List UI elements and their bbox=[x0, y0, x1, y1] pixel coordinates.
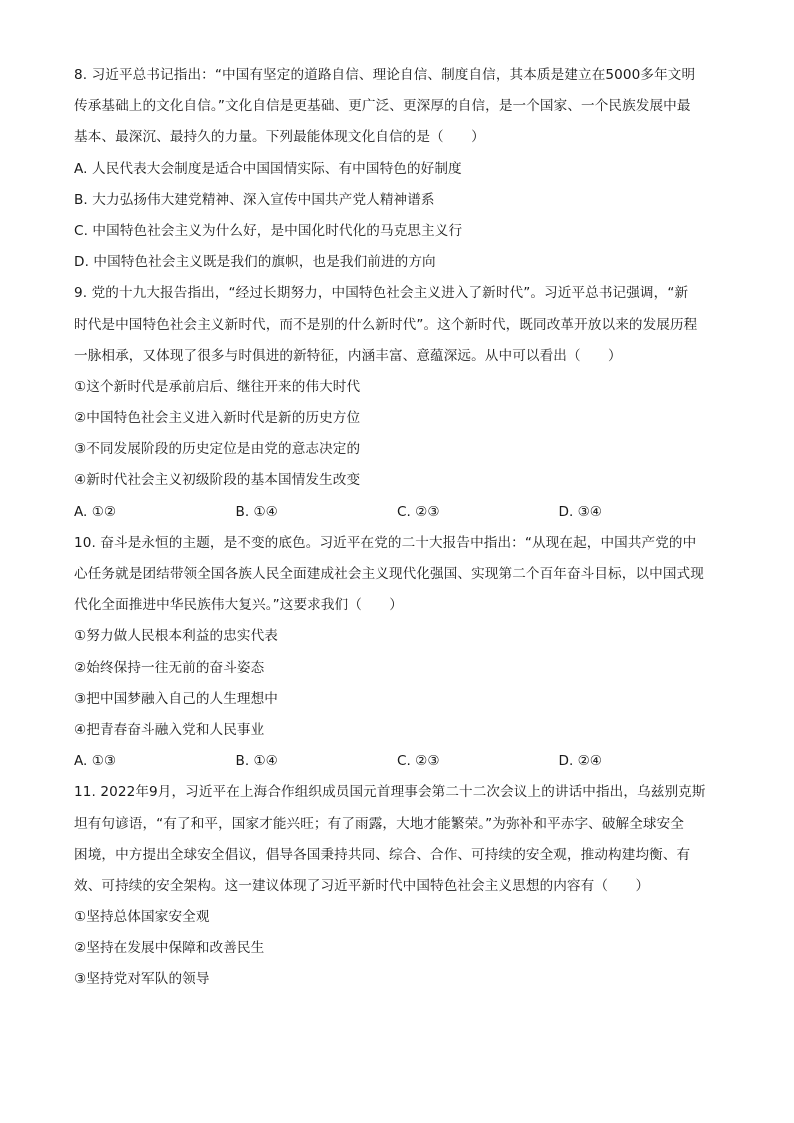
question-9 bbox=[74, 278, 720, 528]
question-11 bbox=[74, 777, 720, 995]
choice-a: A. ①③ bbox=[74, 753, 117, 770]
exam-page bbox=[74, 60, 720, 996]
choice-b: B. ①④ bbox=[235, 503, 278, 520]
question-text-line: 效、可持续的安全架构。这一建议体现了习近平新时代中国特色社会主义思想的内容有（ ） bbox=[74, 877, 650, 894]
question-text-line: 困境，中方提出全球安全倡议，倡导各国秉持共同、综合、合作、可持续的安全观，推动构建均衡、有 bbox=[74, 846, 691, 863]
question-text-line: 坦有句谚语，“有了和平，国家才能兴旺；有了雨露，大地才能繁荣。”为弥补和平赤字、破解全球安全 bbox=[74, 815, 685, 832]
statement-4: ④新时代社会主义初级阶段的基本国情发生改变 bbox=[74, 472, 361, 489]
choice-c: C. ②③ bbox=[397, 503, 440, 520]
statement-2: ②中国特色社会主义进入新时代是新的历史方位 bbox=[74, 410, 361, 427]
choice-a: A. ①② bbox=[74, 503, 117, 520]
option-a: A. 人民代表大会制度是适合中国国情实际、有中国特色的好制度 bbox=[74, 160, 462, 177]
statement-1: ①努力做人民根本利益的忠实代表 bbox=[74, 628, 278, 645]
question-text-line: 基本、最深沉、最持久的力量。下列最能体现文化自信的是（ ） bbox=[74, 129, 485, 146]
statement-3: ③把中国梦融入自己的人生理想中 bbox=[74, 690, 278, 707]
answer-choices bbox=[74, 746, 720, 777]
question-text-line: 8. 习近平总书记指出：“中国有坚定的道路自信、理论自信、制度自信，其本质是建立在5000多年文明 bbox=[74, 67, 696, 83]
question-8 bbox=[74, 60, 720, 278]
choice-b: B. ①④ bbox=[235, 753, 278, 770]
choice-d: D. ②④ bbox=[558, 753, 602, 770]
question-text-line: 时代是中国特色社会主义新时代，而不是别的什么新时代”。这个新时代，既同改革开放以来的发展历程 bbox=[74, 316, 698, 333]
question-text-line: 传承基础上的文化自信。”文化自信是更基础、更广泛、更深厚的自信，是一个国家、一个民族发展中最 bbox=[74, 98, 691, 115]
question-text-line: 9. 党的十九大报告指出，“经过长期努力，中国特色社会主义进入了新时代”。习近平总书记强调，“新 bbox=[74, 285, 689, 302]
question-text-line: 一脉相承，又体现了很多与时俱进的新特征，内涵丰富、意蕴深远。从中可以看出（ ） bbox=[74, 347, 622, 364]
question-10 bbox=[74, 528, 720, 778]
option-c: C. 中国特色社会主义为什么好，是中国化时代化的马克思主义行 bbox=[74, 222, 463, 239]
answer-choices bbox=[74, 497, 720, 528]
statement-3: ③坚持党对军队的领导 bbox=[74, 971, 210, 988]
statement-1: ①这个新时代是承前启后、继往开来的伟大时代 bbox=[74, 378, 361, 395]
option-d: D. 中国特色社会主义既是我们的旗帜，也是我们前进的方向 bbox=[74, 254, 436, 271]
question-text-line: 代化全面推进中华民族伟大复兴。”这要求我们（ ） bbox=[74, 597, 403, 614]
statement-1: ①坚持总体国家安全观 bbox=[74, 909, 210, 926]
choice-c: C. ②③ bbox=[397, 753, 440, 770]
question-text-line: 10. 奋斗是永恒的主题，是不变的底色。习近平在党的二十大报告中指出：“从现在起，中国共产党的中 bbox=[74, 534, 697, 551]
statement-3: ③不同发展阶段的历史定位是由党的意志决定的 bbox=[74, 441, 361, 458]
statement-4: ④把青春奋斗融入党和人民事业 bbox=[74, 721, 265, 738]
choice-d: D. ③④ bbox=[558, 503, 602, 520]
option-b: B. 大力弘扬伟大建党精神、深入宣传中国共产党人精神谱系 bbox=[74, 191, 435, 208]
question-text-line: 11. 2022年9月，习近平在上海合作组织成员国元首理事会第二十二次会议上的讲话中指出，乌兹别克斯 bbox=[74, 784, 706, 801]
statement-2: ②始终保持一往无前的奋斗姿态 bbox=[74, 659, 265, 676]
question-text-line: 心任务就是团结带领全国各族人民全面建成社会主义现代化强国、实现第二个百年奋斗目标，以中国式现 bbox=[74, 566, 704, 582]
statement-2: ②坚持在发展中保障和改善民生 bbox=[74, 940, 265, 957]
